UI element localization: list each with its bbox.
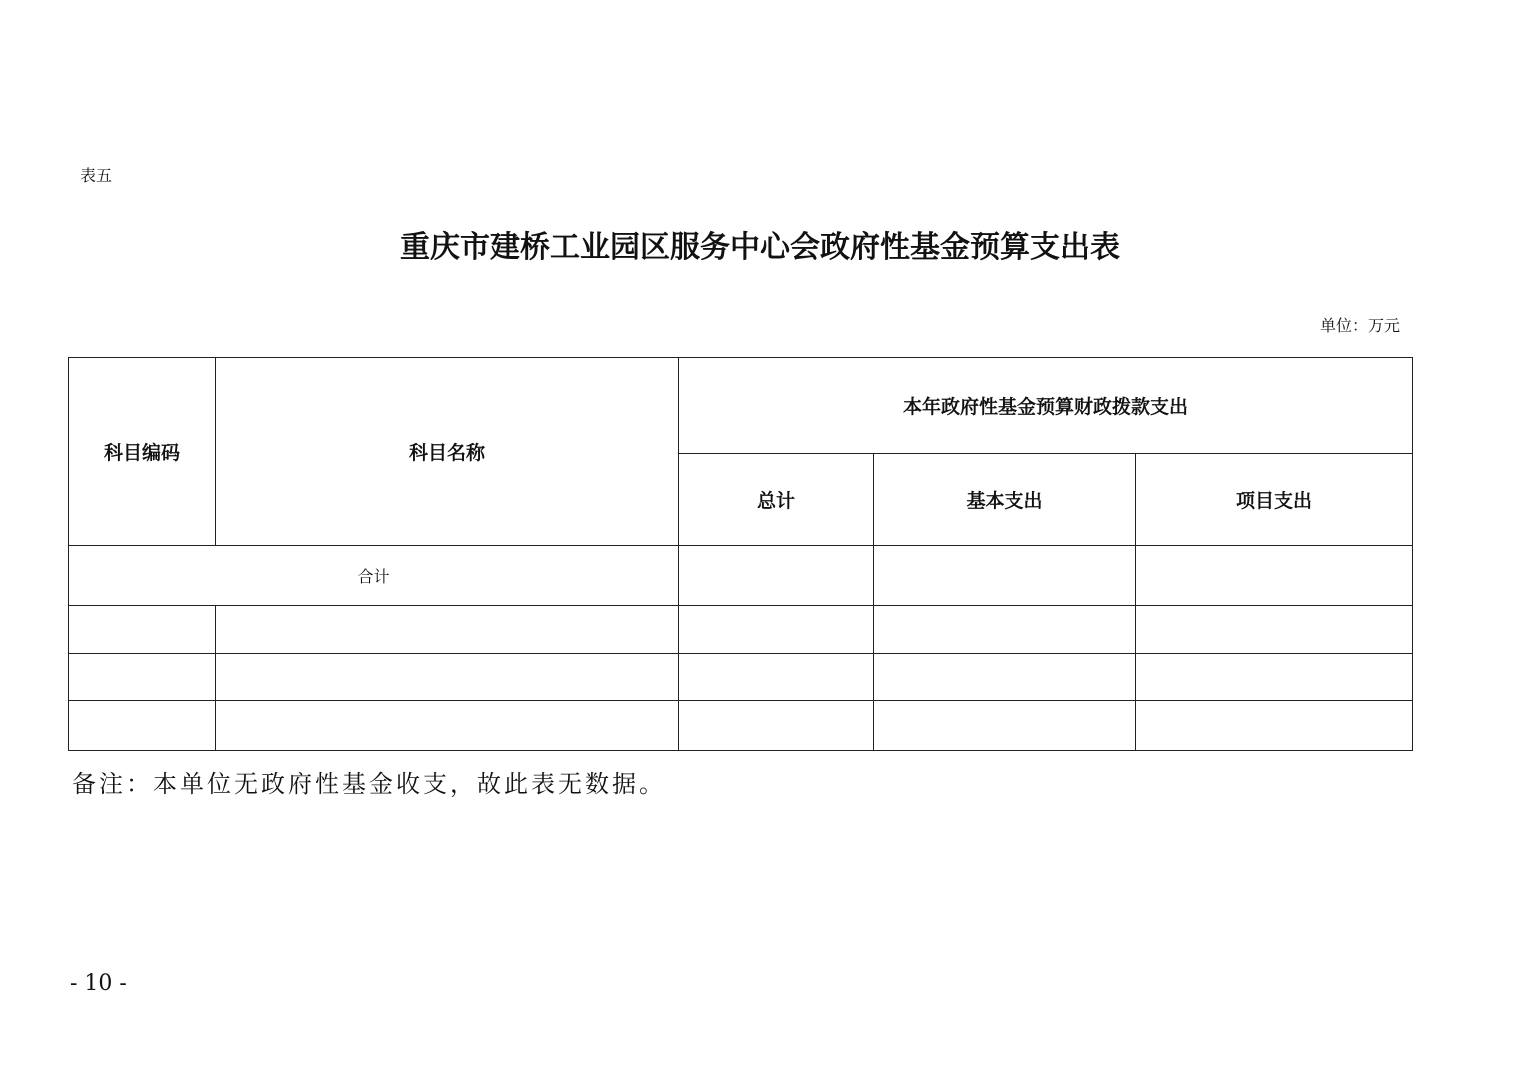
total-row-label: 合计 <box>69 546 679 606</box>
cell-basic <box>874 606 1136 654</box>
cell-name <box>216 701 679 751</box>
cell-name <box>216 654 679 701</box>
cell-name <box>216 606 679 654</box>
page-number: - 10 - <box>70 971 127 996</box>
cell-basic <box>874 701 1136 751</box>
cell-basic <box>874 654 1136 701</box>
table-row <box>69 606 1413 654</box>
total-row-project <box>1136 546 1413 606</box>
cell-total <box>679 606 874 654</box>
header-fund-expenditure-group: 本年政府性基金预算财政拨款支出 <box>679 358 1413 454</box>
header-project-expenditure: 项目支出 <box>1136 454 1413 546</box>
total-row <box>69 546 1413 606</box>
header-subject-name: 科目名称 <box>216 358 679 546</box>
header-row <box>69 358 1413 454</box>
table-number: 表五 <box>80 166 113 185</box>
cell-project <box>1136 654 1413 701</box>
cell-code <box>69 654 216 701</box>
cell-code <box>69 701 216 751</box>
budget-table <box>68 357 1413 751</box>
page-title: 重庆市建桥工业园区服务中心会政府性基金预算支出表 <box>400 230 1120 265</box>
total-row-total <box>679 546 874 606</box>
cell-total <box>679 654 874 701</box>
cell-total <box>679 701 874 751</box>
cell-project <box>1136 701 1413 751</box>
header-total: 总计 <box>679 454 874 546</box>
total-row-basic <box>874 546 1136 606</box>
footnote: 备注：本单位无政府性基金收支，故此表无数据。 <box>72 770 666 798</box>
cell-project <box>1136 606 1413 654</box>
table-row <box>69 701 1413 751</box>
header-subject-code: 科目编码 <box>69 358 216 546</box>
table-row <box>69 654 1413 701</box>
cell-code <box>69 606 216 654</box>
unit-label: 单位：万元 <box>1319 316 1400 335</box>
header-basic-expenditure: 基本支出 <box>874 454 1136 546</box>
